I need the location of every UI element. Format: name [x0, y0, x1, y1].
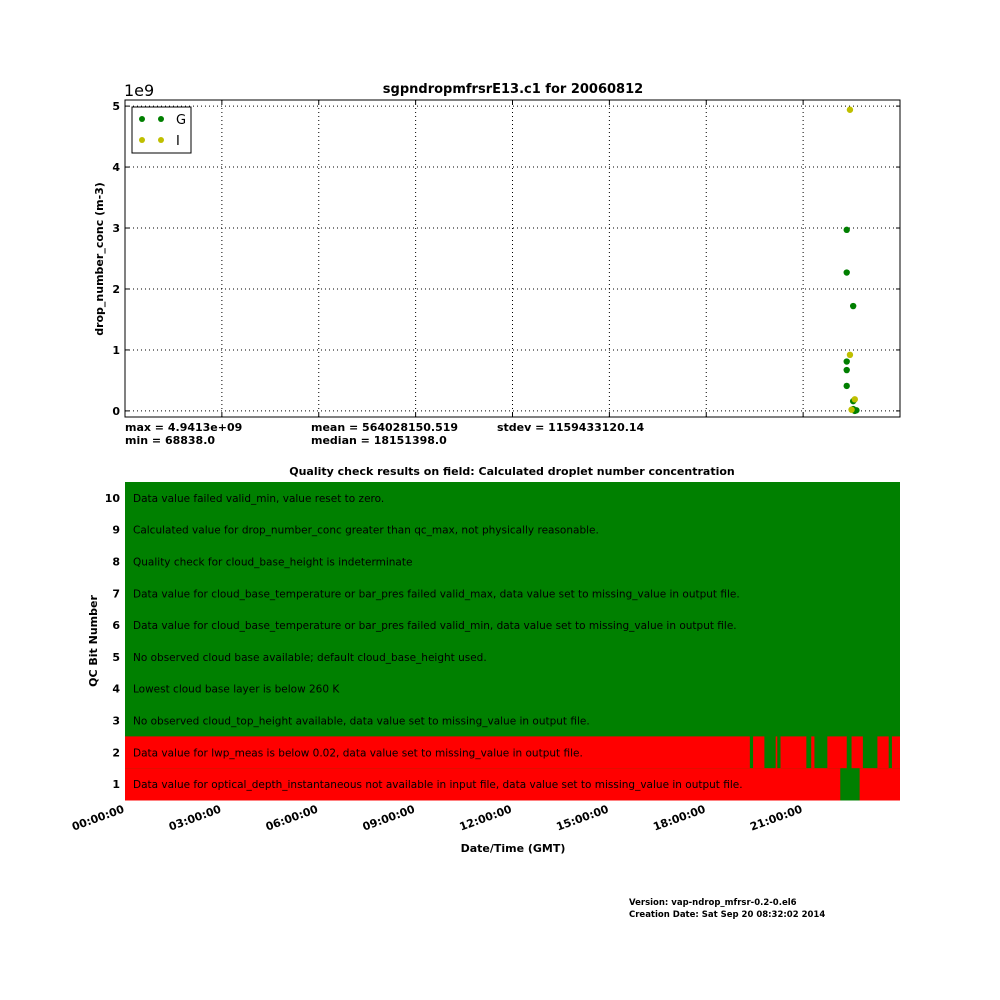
data-point-g	[850, 303, 856, 309]
legend-marker-g	[158, 116, 164, 122]
qc-fail-segment	[811, 736, 814, 768]
qc-bit-description: Data value for optical_depth_instantaneous not available in input file, data value set to missing_value in output file.	[133, 779, 743, 792]
y-tick-label: 1	[112, 343, 120, 357]
qc-title: Quality check results on field: Calculated droplet number concentration	[289, 465, 735, 478]
qc-fail-segment	[852, 736, 863, 768]
scatter-y-axis-label: drop_number_conc (m-3)	[93, 182, 106, 336]
qc-x-tick-label: 03:00:00	[167, 802, 223, 834]
qc-y-axis-label: QC Bit Number	[87, 595, 100, 687]
legend-label-i: I	[176, 134, 180, 149]
qc-x-tick-label: 09:00:00	[360, 802, 417, 834]
data-point-i	[847, 107, 853, 113]
qc-x-tick-label: 18:00:00	[651, 802, 708, 834]
qc-fail-segment	[892, 736, 900, 768]
footer-creation-date: Creation Date: Sat Sep 20 08:32:02 2014	[629, 910, 826, 920]
data-point-i	[848, 406, 854, 412]
qc-bit-description: Data value for cloud_base_temperature or bar_pres failed valid_min, data value set to missing_value in output file.	[133, 620, 737, 633]
qc-bit-description: No observed cloud base available; default cloud_base_height used.	[133, 651, 487, 664]
qc-bit-number: 1	[112, 778, 120, 792]
qc-bit-description: Calculated value for drop_number_conc greater than qc_max, not physically reasonable.	[133, 524, 599, 537]
data-point-i	[847, 352, 853, 358]
data-point-g	[844, 227, 850, 233]
legend-marker-i	[158, 137, 164, 143]
data-point-g	[844, 367, 850, 373]
stat-min: min = 68838.0	[125, 434, 216, 447]
qc-x-axis-label: Date/Time (GMT)	[460, 842, 566, 855]
data-point-i	[852, 396, 858, 402]
legend-marker-i	[139, 137, 145, 143]
data-point-g	[844, 383, 850, 389]
qc-x-tick-label: 12:00:00	[457, 802, 514, 834]
scatter-points	[844, 107, 860, 415]
qc-bit-number: 2	[112, 746, 120, 760]
qc-bit-description: Data value for cloud_base_temperature or bar_pres failed valid_max, data value set to missing_value in output file.	[133, 588, 740, 601]
qc-fail-segment	[827, 736, 846, 768]
stat-max: max = 4.9413e+09	[125, 421, 243, 434]
qc-bit-description: No observed cloud_top_height available, data value set to missing_value in output file.	[133, 715, 590, 728]
data-point-g	[844, 358, 850, 364]
qc-x-tick-label: 00:00:00	[70, 802, 127, 834]
scatter-y-ticks	[112, 100, 120, 418]
footer-version: Version: vap-ndrop_mfrsr-0.2-0.el6	[629, 898, 797, 908]
qc-bit-description: Quality check for cloud_base_height is indeterminate	[133, 556, 413, 569]
qc-bit-number: 3	[112, 714, 120, 728]
qc-fail-segment	[776, 736, 778, 768]
qc-bit-number: 6	[112, 619, 120, 633]
qc-x-ticks	[70, 802, 804, 833]
legend-marker-g	[139, 116, 145, 122]
stat-mean: mean = 564028150.519	[311, 421, 459, 434]
qc-bit-number: 7	[112, 587, 120, 601]
qc-fail-segment	[753, 736, 764, 768]
qc-bit-description: Data value failed valid_min, value reset to zero.	[133, 492, 385, 505]
legend-label-g: G	[176, 113, 187, 128]
y-multiplier-label: 1e9	[124, 81, 155, 100]
y-tick-label: 3	[112, 222, 120, 236]
qc-bit-number: 4	[112, 682, 120, 696]
scatter-grid	[125, 100, 900, 417]
qc-x-tick-label: 15:00:00	[554, 802, 611, 834]
qc-bit-number: 10	[104, 491, 120, 505]
stat-median: median = 18151398.0	[311, 434, 447, 447]
qc-bit-description: Lowest cloud base layer is below 260 K	[133, 683, 340, 696]
qc-bit-number: 8	[112, 555, 120, 569]
y-tick-label: 2	[112, 282, 120, 296]
scatter-plot-frame	[125, 100, 900, 417]
y-tick-label: 4	[112, 161, 120, 175]
scatter-title: sgpndropmfrsrE13.c1 for 20060812	[382, 82, 644, 97]
qc-x-tick-label: 21:00:00	[748, 802, 805, 834]
qc-fail-segment	[781, 736, 807, 768]
qc-bit-number: 5	[112, 650, 120, 664]
qc-fail-segment	[860, 768, 900, 800]
qc-bit-number: 9	[112, 523, 120, 537]
qc-x-tick-label: 06:00:00	[263, 802, 320, 834]
y-tick-label: 0	[112, 404, 120, 418]
y-tick-label: 5	[112, 100, 120, 114]
qc-fail-segment	[877, 736, 888, 768]
qc-bit-description: Data value for lwp_meas is below 0.02, data value set to missing_value in output file.	[133, 747, 583, 760]
data-point-g	[844, 269, 850, 275]
scatter-legend	[132, 107, 191, 153]
stat-stdev: stdev = 1159433120.14	[497, 421, 645, 434]
